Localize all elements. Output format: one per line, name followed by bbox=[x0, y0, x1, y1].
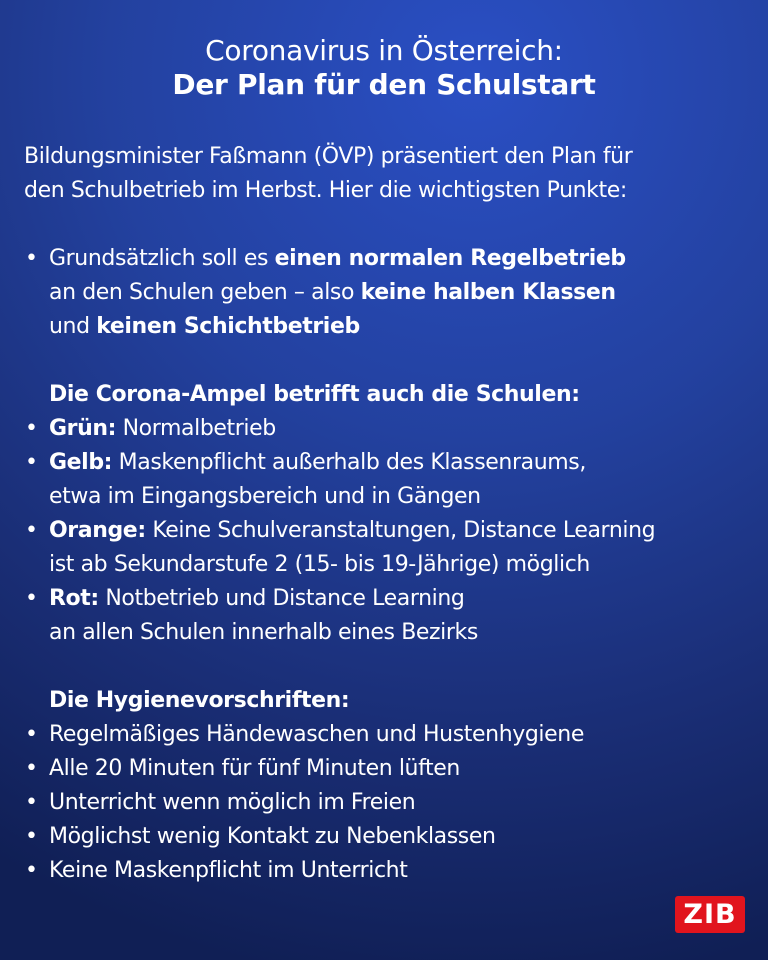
hygiene-item: • Keine Maskenpflicht im Unterricht bbox=[24, 854, 754, 888]
general-line-3-bold: keinen Schichtbetrieb bbox=[96, 314, 360, 339]
intro-paragraph bbox=[24, 140, 754, 208]
orange-text-1: Keine Schulveranstaltungen, Distance Learning bbox=[145, 518, 656, 543]
gelb-text-1: Maskenpflicht außerhalb des Klassenraums, bbox=[112, 450, 586, 475]
rot-label: Rot: bbox=[49, 586, 99, 611]
ampel-item-orange bbox=[24, 514, 754, 582]
rot-text-1: Notbetrieb und Distance Learning bbox=[98, 586, 465, 611]
general-line-2-text: an den Schulen geben – also bbox=[49, 280, 361, 305]
gruen-text: Normalbetrieb bbox=[116, 416, 276, 441]
spacer bbox=[24, 344, 754, 378]
hygiene-item: • Regelmäßiges Händewaschen und Hustenhygiene bbox=[24, 718, 754, 752]
general-item bbox=[24, 242, 754, 344]
general-line-1-bold: einen normalen Regelbetrieb bbox=[274, 246, 626, 271]
orange-text-2: ist ab Sekundarstufe 2 (15- bis 19-Jährige) möglich bbox=[49, 552, 590, 577]
general-line-3-text: und bbox=[49, 314, 97, 339]
zib-logo: ZIB bbox=[675, 896, 745, 933]
general-line-1 bbox=[49, 242, 754, 276]
rot-line-1 bbox=[49, 582, 754, 616]
general-list bbox=[24, 242, 754, 344]
hygiene-item: • Unterricht wenn möglich im Freien bbox=[24, 786, 754, 820]
title-line-2: Der Plan für den Schulstart bbox=[172, 68, 596, 101]
general-line-3 bbox=[49, 310, 754, 344]
orange-line-1 bbox=[49, 514, 754, 548]
gelb-line-1 bbox=[49, 446, 754, 480]
ampel-list bbox=[24, 412, 754, 650]
title-line-1: Coronavirus in Österreich: bbox=[205, 34, 563, 67]
general-line-2-bold: keine halben Klassen bbox=[360, 280, 616, 305]
intro-line-1: Bildungsminister Faßmann (ÖVP) präsentiert den Plan für bbox=[24, 144, 633, 169]
general-line-1-text: Grundsätzlich soll es bbox=[49, 246, 275, 271]
rot-text-2: an allen Schulen innerhalb eines Bezirks bbox=[49, 620, 478, 645]
ampel-heading: Die Corona-Ampel betrifft auch die Schulen: bbox=[49, 382, 580, 407]
hygiene-item: • Möglichst wenig Kontakt zu Nebenklassen bbox=[24, 820, 754, 854]
content bbox=[24, 140, 754, 888]
ampel-item-gelb bbox=[24, 446, 754, 514]
gelb-text-2: etwa im Eingangsbereich und in Gängen bbox=[49, 484, 481, 509]
intro-line-2: den Schulbetrieb im Herbst. Hier die wichtigsten Punkte: bbox=[24, 178, 627, 203]
gelb-label: Gelb: bbox=[49, 450, 113, 475]
hygiene-item: • Alle 20 Minuten für fünf Minuten lüften bbox=[24, 752, 754, 786]
orange-label: Orange: bbox=[49, 518, 146, 543]
ampel-item-rot bbox=[24, 582, 754, 650]
title-block bbox=[0, 34, 768, 102]
ampel-item-gruen bbox=[24, 412, 754, 446]
hygiene-heading: Die Hygienevorschriften: bbox=[49, 688, 350, 713]
general-line-2 bbox=[49, 276, 754, 310]
hygiene-list bbox=[24, 718, 754, 888]
gruen-label: Grün: bbox=[49, 416, 117, 441]
gruen-line bbox=[49, 412, 754, 446]
spacer bbox=[24, 650, 754, 684]
